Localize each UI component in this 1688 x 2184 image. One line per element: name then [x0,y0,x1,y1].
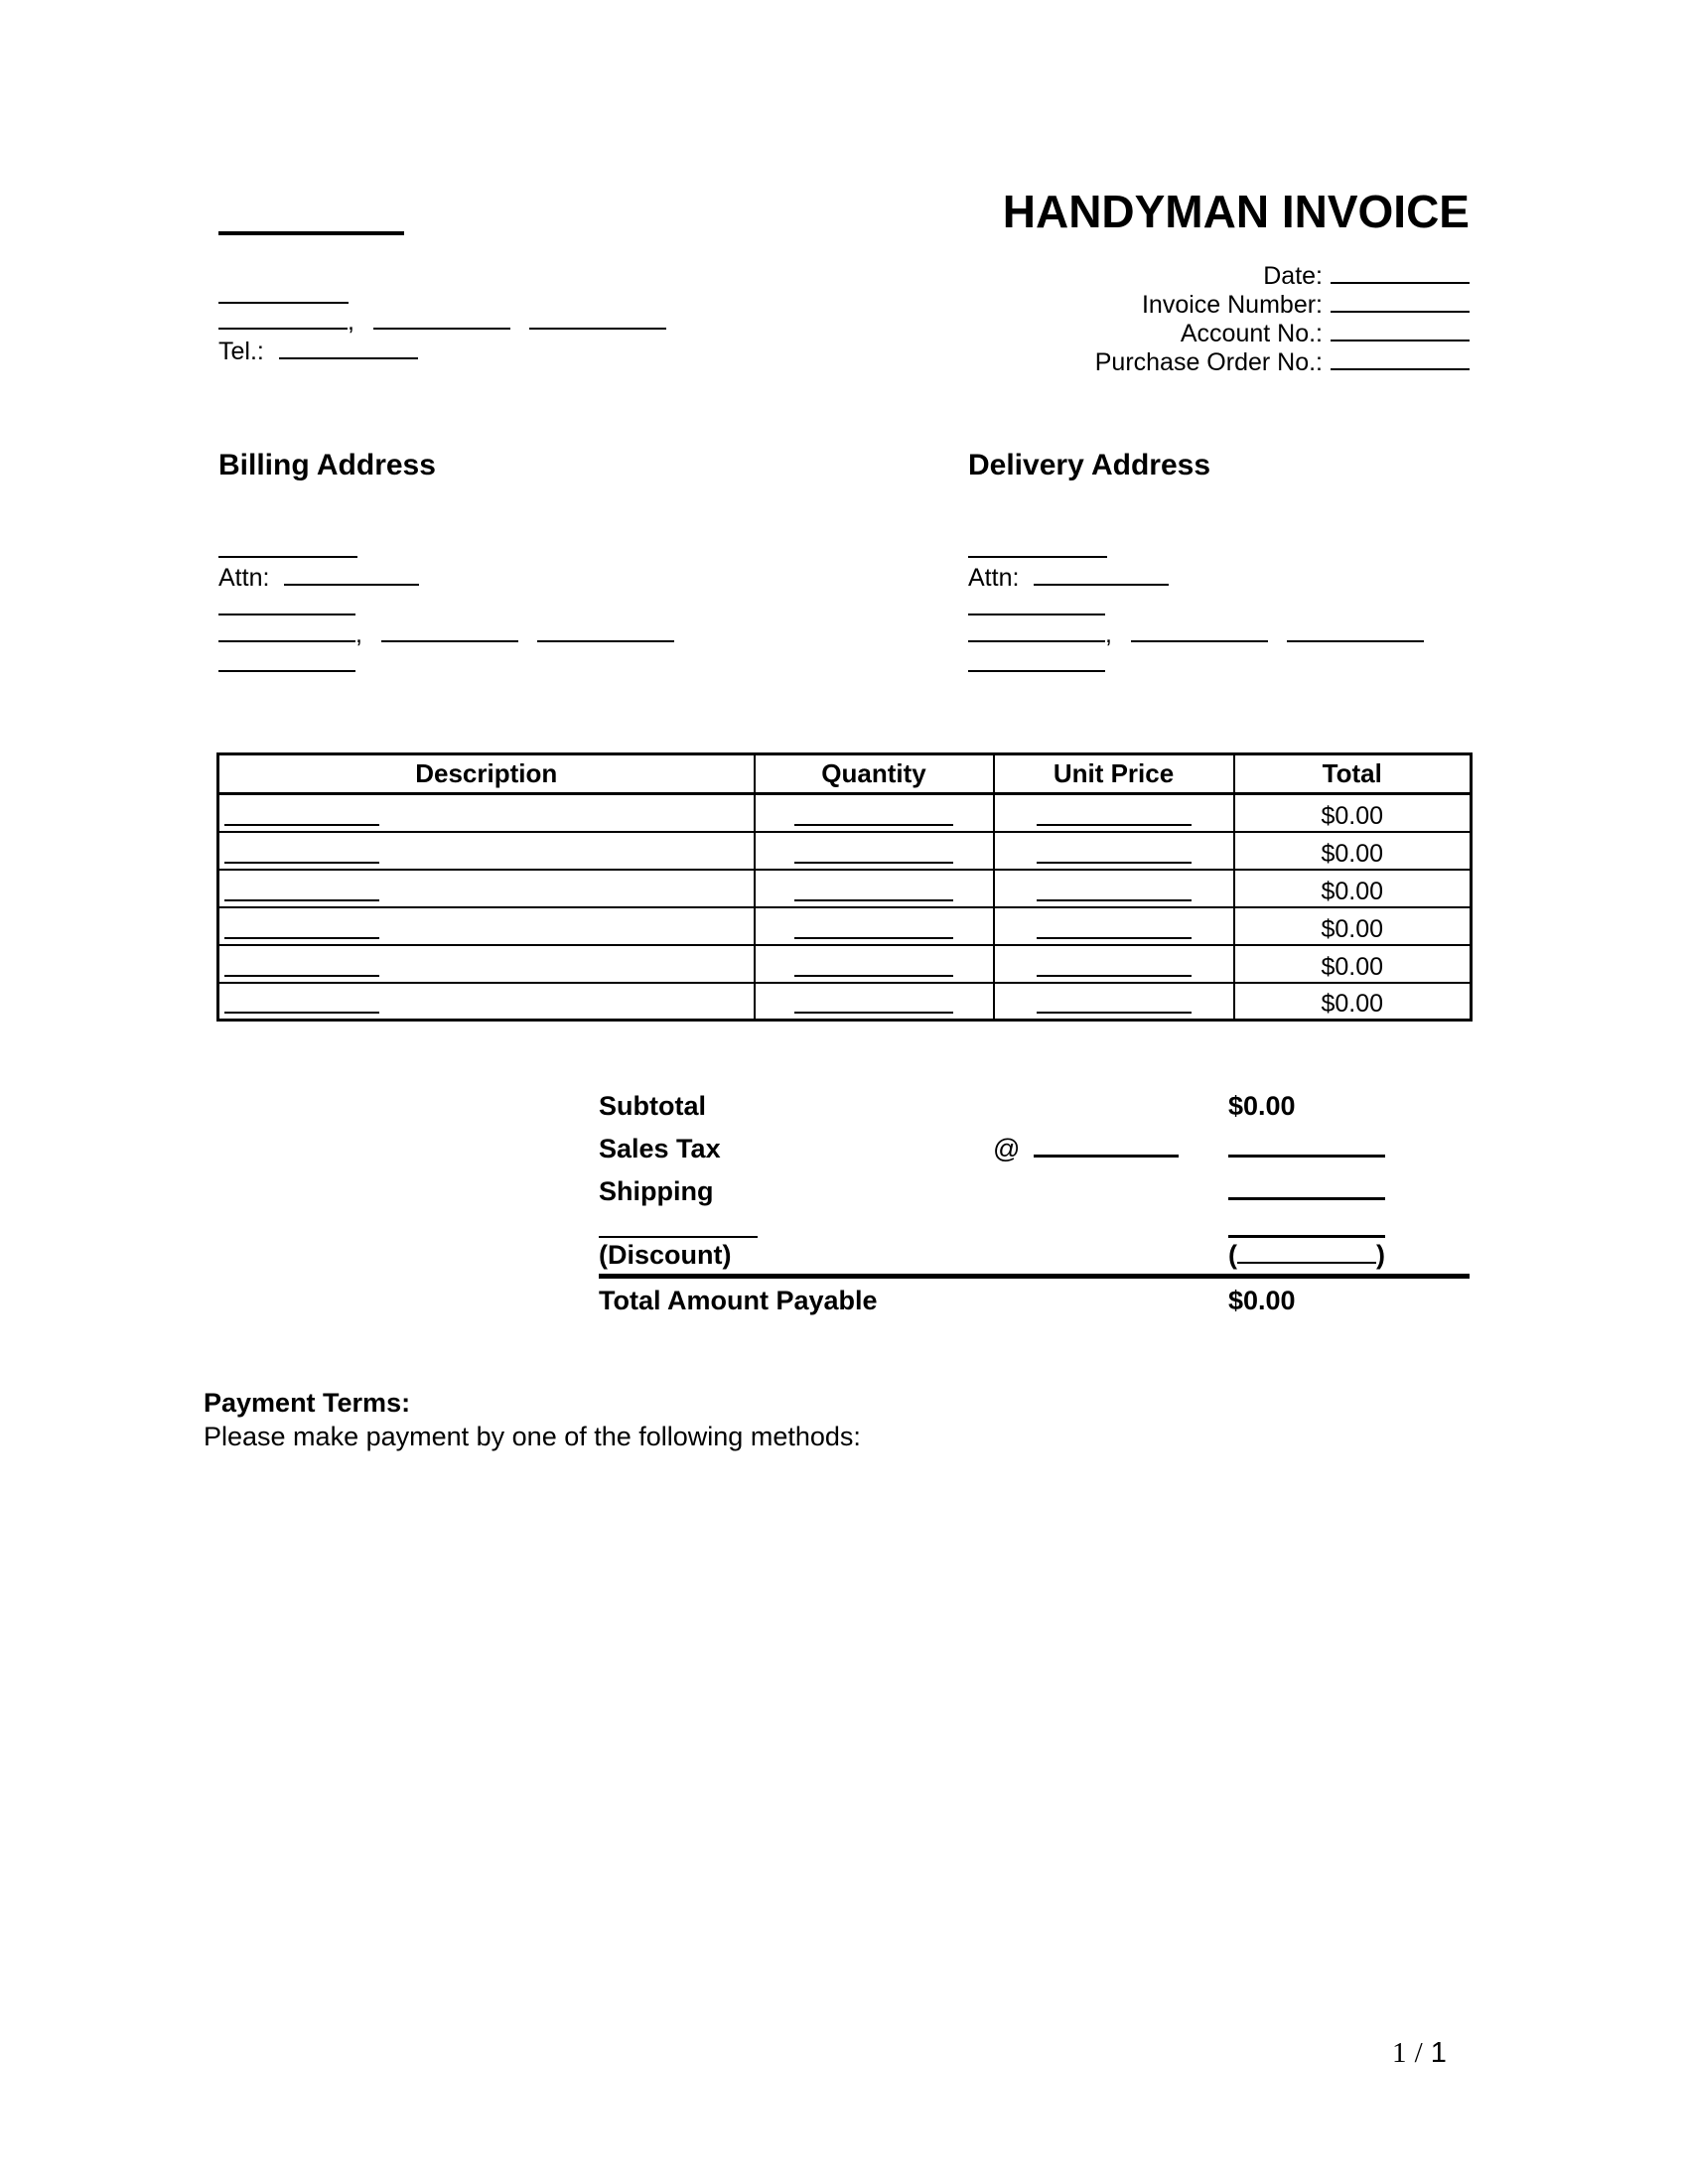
discount-amount-blank[interactable] [1237,1240,1376,1264]
total-cell: $0.00 [1234,945,1472,983]
delivery-country-blank[interactable] [968,648,1105,672]
billing-attn-label: Attn: [218,564,270,592]
billing-city-separator: , [355,620,362,648]
company-name-blank[interactable] [218,231,404,235]
account-no-label: Account No.: [1180,320,1323,347]
discount-amount [1228,1239,1385,1271]
billing-city-blank[interactable] [218,618,355,642]
total-column-header: Total [1234,754,1472,794]
sales-tax-row [599,1133,1470,1168]
discount-open-paren: ( [1228,1240,1237,1270]
purchase-order-label: Purchase Order No.: [1094,348,1323,376]
description-blank[interactable] [224,937,379,939]
billing-address-heading: Billing Address [218,449,436,481]
company-tel-blank[interactable] [279,336,418,359]
shipping-amount [1228,1175,1385,1207]
quantity-blank[interactable] [794,899,953,901]
billing-attn-line [218,562,419,592]
delivery-city-blank[interactable] [968,618,1105,642]
total-cell: $0.00 [1234,907,1472,945]
table-header-row [218,754,1472,794]
quantity-column-header: Quantity [755,754,994,794]
at-symbol: @ [993,1134,1021,1163]
unit-price-blank[interactable] [1037,899,1192,901]
purchase-order-field-row [1095,346,1470,375]
page-total: 1 [1430,2037,1447,2069]
total-cell: $0.00 [1234,983,1472,1021]
delivery-attn-label: Attn: [968,564,1020,592]
quantity-cell [755,794,994,832]
description-cell [218,983,755,1021]
total-amount-payable-value: $0.00 [1228,1286,1296,1315]
description-cell [218,832,755,870]
discount-label: (Discount) [599,1240,732,1270]
payment-terms-heading: Payment Terms: [204,1388,411,1418]
delivery-zip-blank[interactable] [1287,618,1424,642]
quantity-blank[interactable] [794,937,953,939]
discount-row [599,1239,1470,1275]
delivery-street-blank[interactable] [968,592,1105,615]
billing-attn-blank[interactable] [284,562,419,586]
billing-city-state-zip-line [218,618,674,648]
billing-country-line [218,648,355,678]
total-cell: $0.00 [1234,832,1472,870]
company-street-blank[interactable] [218,280,349,304]
quantity-blank[interactable] [794,1012,953,1014]
account-no-field-row [1095,318,1470,346]
date-blank[interactable] [1331,260,1470,284]
other-charge-amount-blank[interactable] [1228,1214,1385,1238]
total-amount-payable-label: Total Amount Payable [599,1286,878,1315]
billing-country-blank[interactable] [218,648,355,672]
sales-tax-label: Sales Tax [599,1134,721,1163]
total-cell: $0.00 [1234,870,1472,907]
company-city-separator: , [348,308,354,336]
description-cell [218,907,755,945]
account-no-blank[interactable] [1331,318,1470,341]
billing-zip-blank[interactable] [537,618,674,642]
delivery-street-line [968,592,1105,621]
date-field-row [1095,260,1470,289]
date-label: Date: [1263,262,1323,290]
payment-terms-text: Please make payment by one of the following methods: [204,1422,861,1451]
total-cell: $0.00 [1234,794,1472,832]
page-number-indicator [1392,2037,1447,2070]
page-separator: / [1414,2037,1423,2069]
table-row [218,907,1472,945]
unit-price-blank[interactable] [1037,824,1192,826]
unit-price-blank[interactable] [1037,1012,1192,1014]
sales-tax-amount [1228,1133,1385,1164]
subtotal-label: Subtotal [599,1091,706,1121]
invoice-number-label: Invoice Number: [1141,291,1323,319]
shipping-row [599,1175,1470,1211]
company-city-state-zip-line [218,306,666,336]
unit-price-cell [994,945,1234,983]
description-cell [218,945,755,983]
description-cell [218,870,755,907]
total-amount-payable-row [599,1285,1470,1320]
delivery-attn-blank[interactable] [1034,562,1169,586]
unit-price-cell [994,832,1234,870]
discount-close-paren: ) [1376,1240,1385,1270]
unit-price-cell [994,870,1234,907]
page-current: 1 [1392,2037,1407,2069]
sales-tax-rate-group [993,1133,1179,1164]
company-zip-blank[interactable] [529,306,666,330]
quantity-cell [755,870,994,907]
sales-tax-amount-blank[interactable] [1228,1134,1385,1158]
description-blank[interactable] [224,899,379,901]
delivery-state-blank[interactable] [1131,618,1268,642]
description-cell [218,794,755,832]
quantity-cell [755,945,994,983]
shipping-label: Shipping [599,1176,714,1206]
billing-state-blank[interactable] [381,618,518,642]
delivery-attn-line [968,562,1169,592]
description-blank[interactable] [224,1012,379,1014]
quantity-cell [755,983,994,1021]
unit-price-cell [994,907,1234,945]
sales-tax-rate-blank[interactable] [1034,1134,1179,1158]
subtotal-row [599,1090,1470,1126]
line-items-table [216,752,1473,1022]
invoice-number-field-row [1095,289,1470,318]
description-blank[interactable] [224,824,379,826]
delivery-address-heading: Delivery Address [968,449,1211,481]
delivery-country-line [968,648,1105,678]
table-row [218,945,1472,983]
quantity-blank[interactable] [794,975,953,977]
delivery-name-blank[interactable] [968,534,1107,558]
unit-price-blank[interactable] [1037,862,1192,864]
billing-name-blank[interactable] [218,534,357,558]
page-title: HANDYMAN INVOICE [1002,186,1470,237]
purchase-order-blank[interactable] [1331,346,1470,370]
unit-price-blank[interactable] [1037,937,1192,939]
description-blank[interactable] [224,975,379,977]
company-tel-line [218,336,418,365]
unit-price-blank[interactable] [1037,975,1192,977]
unit-price-cell [994,983,1234,1021]
billing-street-blank[interactable] [218,592,355,615]
delivery-name-line [968,534,1107,564]
quantity-blank[interactable] [794,862,953,864]
delivery-city-separator: , [1105,620,1112,648]
company-city-blank[interactable] [218,306,348,330]
unit-price-cell [994,794,1234,832]
table-row [218,832,1472,870]
description-blank[interactable] [224,862,379,864]
other-charge-name-blank[interactable] [599,1214,758,1238]
table-row [218,870,1472,907]
invoice-number-blank[interactable] [1331,289,1470,313]
billing-street-line [218,592,355,621]
table-row [218,794,1472,832]
table-row [218,983,1472,1021]
shipping-amount-blank[interactable] [1228,1176,1385,1200]
billing-name-line [218,534,357,564]
tel-label: Tel.: [218,338,264,365]
company-state-blank[interactable] [373,306,510,330]
unit-price-column-header: Unit Price [994,754,1234,794]
subtotal-value: $0.00 [1228,1091,1296,1121]
totals-divider-rule [599,1274,1470,1279]
quantity-cell [755,907,994,945]
delivery-city-state-zip-line [968,618,1424,648]
quantity-blank[interactable] [794,824,953,826]
quantity-cell [755,832,994,870]
invoice-meta-fields [1095,260,1470,375]
description-column-header: Description [218,754,755,794]
